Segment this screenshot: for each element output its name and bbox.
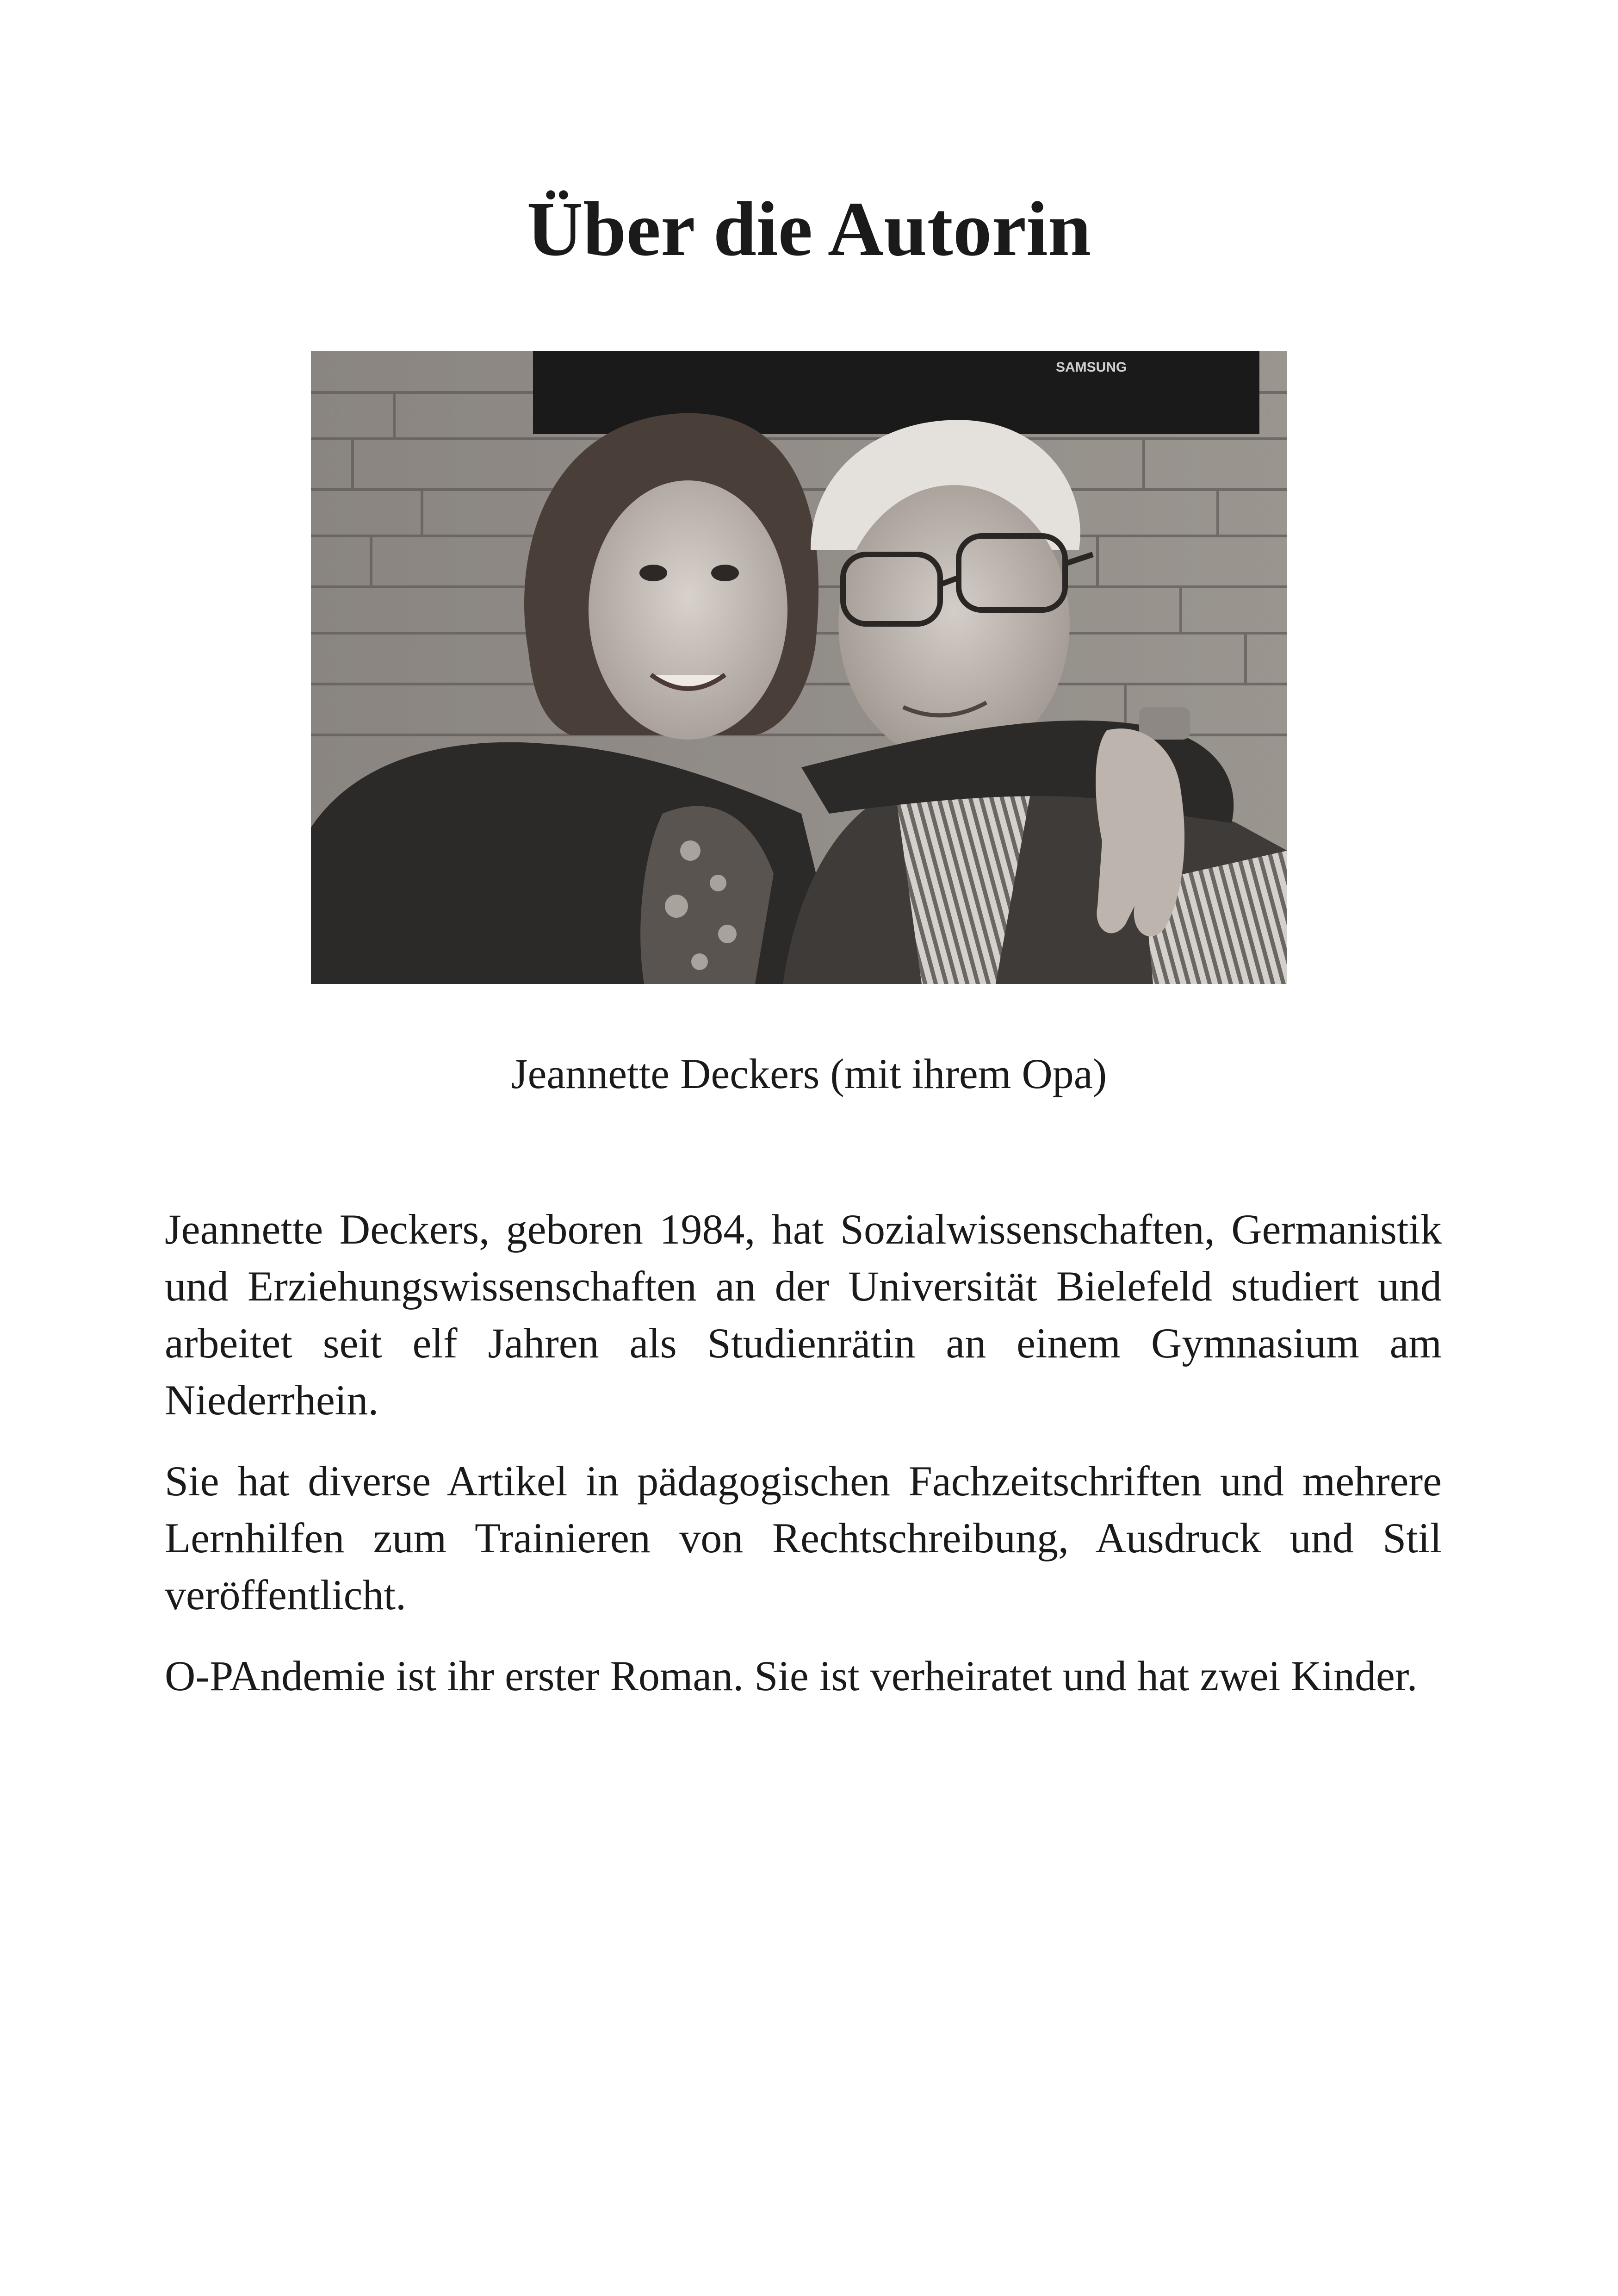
page-title: Über die Autorin — [527, 186, 1091, 272]
tv-brand-label: SAMSUNG — [1056, 360, 1127, 375]
bio-paragraph: O-PAndemie ist ihr erster Roman. Sie ist verheiratet und hat zwei Kinder. — [165, 1652, 1418, 1699]
photo-caption: Jeannette Deckers (mit ihrem Opa) — [511, 1050, 1107, 1097]
wrist-watch — [1139, 707, 1190, 740]
woman-face — [589, 480, 787, 740]
bio-paragraph: Jeannette Deckers, geboren 1984, hat Sozialwissenschaften, Germanistik und Erziehungswissenschaften an der Universität Bielefeld studiert und arbeitet seit elf Jahren als Studienrätin an einem Gymnasium am Niederrhein. — [165, 1206, 1442, 1424]
author-photo — [311, 351, 1287, 984]
bio-paragraph: Sie hat diverse Artikel in pädagogischen Fachzeitschriften und mehrere Lernhilfen zum Trainieren von Rechtschreibung, Ausdruck und Stil veröffentlicht. — [165, 1457, 1442, 1618]
author-bio — [165, 1201, 1442, 1729]
